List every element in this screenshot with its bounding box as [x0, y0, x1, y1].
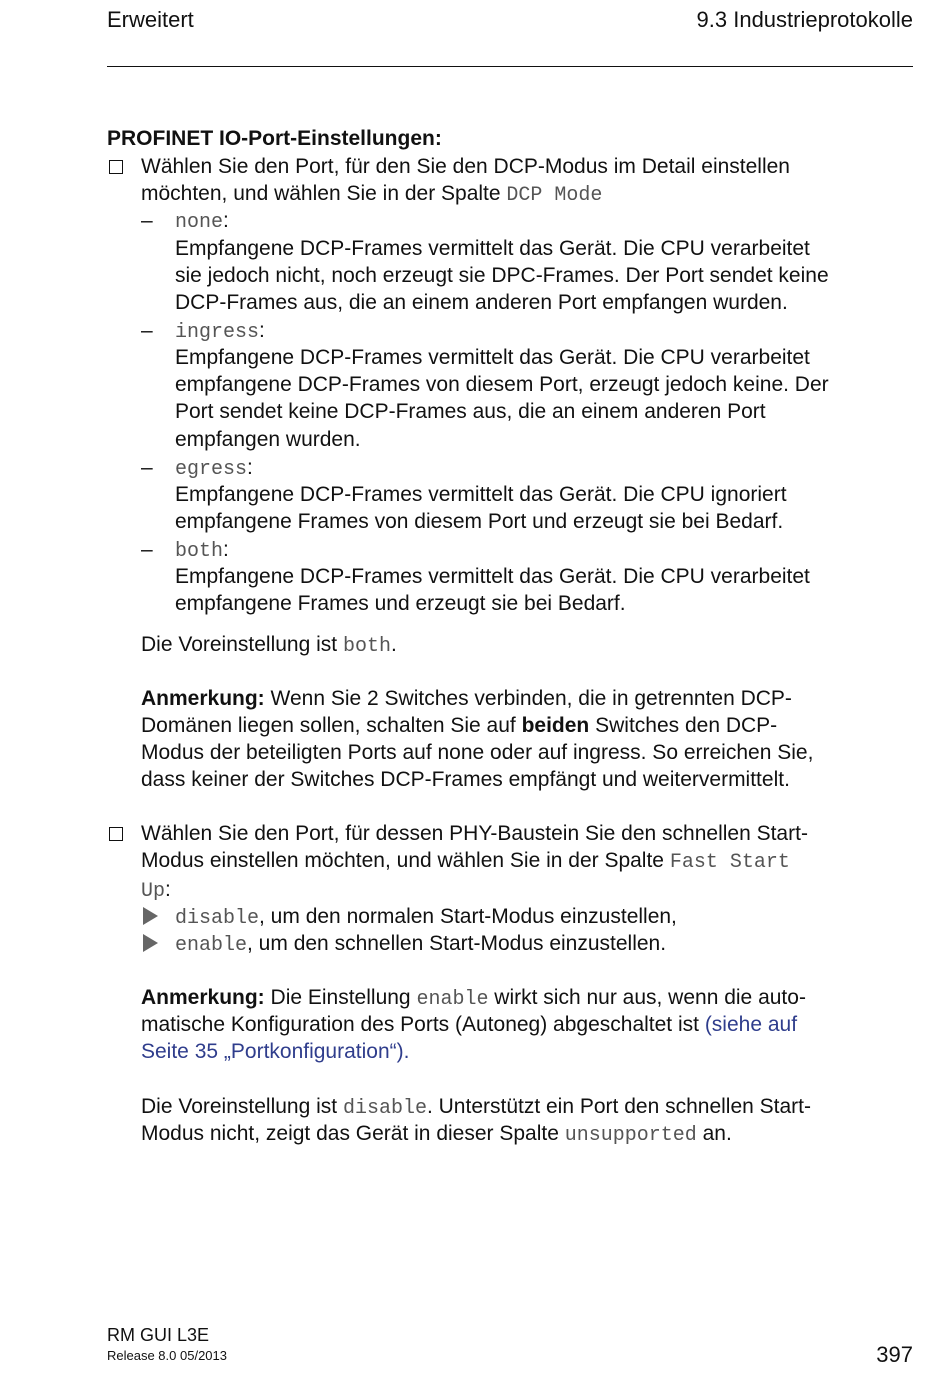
option-none-desc-3: DCP-Frames aus, die an einem anderen Port empfangen wurden.	[175, 291, 788, 314]
note-label: Anmerkung:	[141, 986, 265, 1009]
dcp-mode-code: DCP Mode	[506, 184, 603, 207]
item2-line3: Up:	[141, 878, 171, 903]
bullet-enable: enable, um den schnellen Start-Modus einzustellen.	[175, 932, 667, 957]
option-both-label: both:	[175, 538, 229, 563]
dash-icon: –	[141, 456, 153, 479]
option-ingress-desc-3: Port sendet keine DCP-Frames aus, die an einem anderen Port	[175, 400, 766, 423]
option-both-desc-2: empfangene Frames und erzeugt sie bei Bedarf.	[175, 592, 626, 615]
option-ingress-desc-1: Empfangene DCP-Frames vermittelt das Gerät. Die CPU verarbeitet	[175, 346, 810, 369]
item2-default-line2: Modus nicht, zeigt das Gerät in dieser Spalte unsupported an.	[141, 1122, 732, 1147]
footer-title: RM GUI L3E	[107, 1325, 210, 1345]
option-both-desc-1: Empfangene DCP-Frames vermittelt das Gerät. Die CPU verarbeitet	[175, 565, 810, 588]
option-egress-desc-1: Empfangene DCP-Frames vermittelt das Gerät. Die CPU ignoriert	[175, 483, 787, 506]
arrow-bullet-icon	[143, 907, 158, 925]
option-none-label: none:	[175, 209, 229, 234]
item2-note-line1: Anmerkung: Die Einstellung enable wirkt sich nur aus, wenn die auto-	[141, 986, 806, 1011]
option-ingress-desc-4: empfangen wurden.	[175, 428, 361, 451]
item2-line2: Modus einstellen möchten, und wählen Sie in der Spalte Fast Start	[141, 849, 790, 874]
option-none-desc-2: sie jedoch nicht, noch erzeugt sie DPC-Frames. Der Port sendet keine	[175, 264, 829, 287]
option-ingress-label: ingress:	[175, 319, 265, 344]
option-egress-desc-2: empfangene Frames von diesem Port und erzeugt sie bei Bedarf.	[175, 510, 784, 533]
dash-icon: –	[141, 209, 153, 232]
bullet-disable: disable, um den normalen Start-Modus einzustellen,	[175, 905, 677, 930]
header-left: Erweitert	[107, 7, 194, 32]
option-none-desc-1: Empfangene DCP-Frames vermittelt das Gerät. Die CPU verarbeitet	[175, 237, 810, 260]
dash-icon: –	[141, 538, 153, 561]
page-link-continued[interactable]: Seite 35 „Portkonfiguration“).	[141, 1040, 410, 1063]
item1-line1: Wählen Sie den Port, für den Sie den DCP-Modus im Detail einstellen	[141, 155, 790, 178]
option-egress-label: egress:	[175, 456, 253, 481]
page-link[interactable]: (siehe auf	[704, 1013, 798, 1036]
header-right: 9.3 Industrieprotokolle	[696, 7, 913, 32]
item2-note-line2: matische Konfiguration des Ports (Autoneg) abgeschaltet ist (siehe auf	[141, 1013, 798, 1036]
item1-note-line2: Domänen liegen sollen, schalten Sie auf beiden Switches den DCP-	[141, 714, 778, 737]
footer-release: Release 8.0 05/2013	[107, 1348, 227, 1363]
checkbox-icon	[109, 160, 123, 174]
note-label: Anmerkung:	[141, 687, 265, 710]
item2-default-line1: Die Voreinstellung ist disable. Unterstützt ein Port den schnellen Start-	[141, 1095, 811, 1120]
checkbox-icon	[109, 827, 123, 841]
page-number: 397	[876, 1342, 913, 1367]
option-ingress-desc-2: empfangene DCP-Frames von diesem Port, erzeugt jedoch keine. Der	[175, 373, 829, 396]
fast-start-code: Fast Start	[669, 851, 790, 874]
item2-line1: Wählen Sie den Port, für dessen PHY-Baustein Sie den schnellen Start-	[141, 822, 808, 845]
header-rule	[107, 66, 913, 67]
item1-line2: möchten, und wählen Sie in der Spalte DCP Mode	[141, 182, 603, 207]
section-title: PROFINET IO-Port-Einstellungen:	[107, 127, 442, 150]
dash-icon: –	[141, 319, 153, 342]
item1-note-line3: Modus der beteiligten Ports auf none oder auf ingress. So erreichen Sie,	[141, 741, 814, 764]
item1-note-line1: Anmerkung: Wenn Sie 2 Switches verbinden, die in getrennten DCP-	[141, 687, 792, 710]
item1-note-line4: dass keiner der Switches DCP-Frames empfängt und weitervermittelt.	[141, 768, 790, 791]
item1-default: Die Voreinstellung ist both.	[141, 633, 397, 658]
arrow-bullet-icon	[143, 934, 158, 952]
